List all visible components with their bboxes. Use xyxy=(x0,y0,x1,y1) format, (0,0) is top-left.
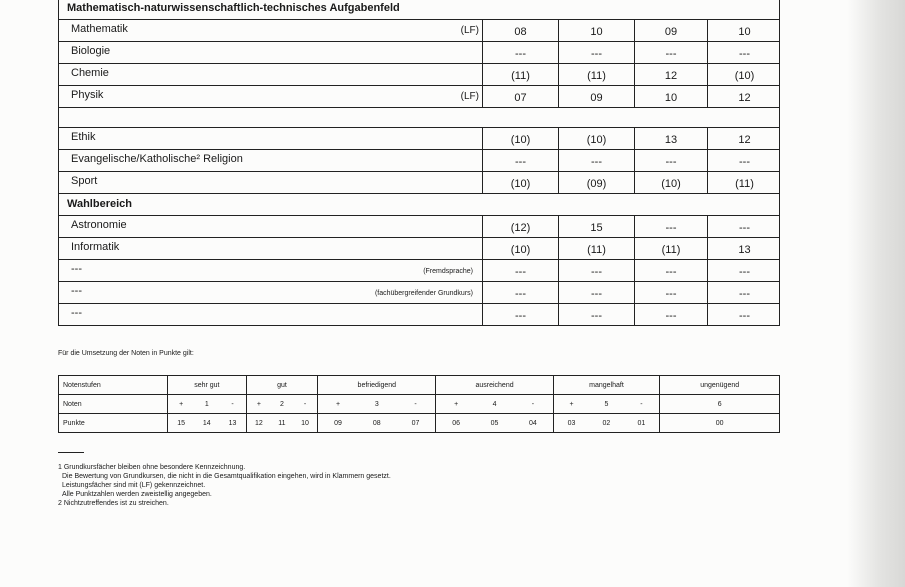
noten-cell: 6 xyxy=(660,395,780,414)
subject-name: Mathematik xyxy=(71,23,128,35)
grade-cell: (10) xyxy=(707,64,781,85)
subject-note: (fachübergreifender Grundkurs) xyxy=(374,290,473,297)
grade-cell: (09) xyxy=(558,172,634,193)
grade-cell: (10) xyxy=(558,128,634,149)
footnotes xyxy=(58,463,391,508)
grade-cell: (11) xyxy=(707,172,781,193)
noten-cell: + xyxy=(318,395,358,414)
grade-cell: --- xyxy=(482,282,558,303)
subject-name: Informatik xyxy=(71,241,120,253)
conversion-title: Für die Umsetzung der Noten in Punkte gilt: xyxy=(58,350,194,357)
spacer-row xyxy=(58,108,780,128)
grade-cell: 13 xyxy=(634,128,707,149)
subject-name: Physik xyxy=(71,89,104,101)
conversion-header-row xyxy=(59,376,780,395)
subject-row xyxy=(58,128,780,150)
punkte-cell: 08 xyxy=(358,414,396,433)
grade-cell: --- xyxy=(558,150,634,171)
subject-row xyxy=(58,42,780,64)
noten-cell: + xyxy=(246,395,271,414)
subject-row xyxy=(58,64,780,86)
grade-cell: --- xyxy=(482,150,558,171)
grade-cell: --- xyxy=(707,150,781,171)
punkte-cell: 02 xyxy=(589,414,623,433)
subject-name: Sport xyxy=(71,175,98,187)
grade-cell: (11) xyxy=(558,64,634,85)
punkte-label: Punkte xyxy=(59,414,168,433)
subject-name: Ethik xyxy=(71,131,96,143)
grade-cell: --- xyxy=(634,304,707,325)
grade-cell: 08 xyxy=(482,20,558,41)
footnote-1-line-3: Leistungsfächer sind mit (LF) gekennzeichnet. xyxy=(62,482,206,489)
grade-cell: 12 xyxy=(634,64,707,85)
subject-row xyxy=(58,260,780,282)
level-ungenuegend: ungenügend xyxy=(660,376,780,395)
noten-cell: - xyxy=(219,395,246,414)
noten-row xyxy=(59,395,780,414)
subject-name: Evangelische/Katholische² Religion xyxy=(71,153,243,165)
punkte-cell: 00 xyxy=(660,414,780,433)
punkte-cell: 09 xyxy=(318,414,358,433)
punkte-cell: 15 xyxy=(168,414,195,433)
footnote-1-line-4: Alle Punktzahlen werden zweistellig angegeben. xyxy=(62,491,212,498)
punkte-cell: 12 xyxy=(246,414,271,433)
subject-row xyxy=(58,304,780,326)
grade-cell: --- xyxy=(707,304,781,325)
punkte-cell: 14 xyxy=(194,414,219,433)
subject-name: Chemie xyxy=(71,67,109,79)
noten-cell: - xyxy=(293,395,318,414)
grade-cell: 12 xyxy=(707,86,781,107)
grade-cell: --- xyxy=(634,282,707,303)
grade-cell: 13 xyxy=(707,238,781,259)
subject-name: --- xyxy=(71,307,82,319)
grade-cell: (11) xyxy=(558,238,634,259)
grade-cell: (10) xyxy=(482,238,558,259)
footnote-2: 2 Nichtzutreffendes ist zu streichen. xyxy=(58,500,169,507)
noten-cell: + xyxy=(436,395,476,414)
subject-row xyxy=(58,216,780,238)
punkte-cell: 05 xyxy=(476,414,513,433)
grade-cell: --- xyxy=(558,304,634,325)
notenstufen-label: Notenstufen xyxy=(59,376,168,395)
subject-name: --- xyxy=(71,285,82,297)
level-sehr-gut: sehr gut xyxy=(168,376,247,395)
punkte-cell: 13 xyxy=(219,414,246,433)
section-label: Mathematisch-naturwissenschaftlich-technisches Aufgabenfeld xyxy=(67,2,400,14)
grade-cell: (10) xyxy=(482,128,558,149)
punkte-cell: 10 xyxy=(293,414,318,433)
section-header xyxy=(58,194,780,216)
grade-cell: (10) xyxy=(634,172,707,193)
level-ausreichend: ausreichend xyxy=(436,376,553,395)
grade-cell: 15 xyxy=(558,216,634,237)
conversion-table xyxy=(58,375,780,433)
punkte-cell: 03 xyxy=(553,414,589,433)
grade-cell: --- xyxy=(482,42,558,63)
subject-row xyxy=(58,238,780,260)
noten-cell: + xyxy=(168,395,195,414)
footnote-1: 1 Grundkursfächer bleiben ohne besondere Kennzeichnung. xyxy=(58,464,246,471)
grade-cell: --- xyxy=(707,42,781,63)
grade-cell: 10 xyxy=(707,20,781,41)
grade-cell: --- xyxy=(634,150,707,171)
level-befriedigend: befriedigend xyxy=(318,376,436,395)
grade-cell: (11) xyxy=(482,64,558,85)
grade-cell: (11) xyxy=(634,238,707,259)
subject-row xyxy=(58,172,780,194)
grade-cell: --- xyxy=(558,260,634,281)
noten-label: Noten xyxy=(59,395,168,414)
subject-note: (Fremdsprache) xyxy=(423,268,473,275)
noten-cell: 2 xyxy=(271,395,293,414)
footnote-1-line-2: Die Bewertung von Grundkursen, die nicht in die Gesamtqualifikation eingehen, wird in Klammern gesetzt. xyxy=(62,473,391,480)
grade-cell: --- xyxy=(707,282,781,303)
grade-cell: 10 xyxy=(558,20,634,41)
grade-cell: 07 xyxy=(482,86,558,107)
noten-cell: - xyxy=(513,395,553,414)
section-header xyxy=(58,0,780,20)
grade-cell: --- xyxy=(634,260,707,281)
grade-cell: --- xyxy=(558,282,634,303)
subject-row xyxy=(58,86,780,108)
noten-cell: - xyxy=(623,395,659,414)
subject-name: --- xyxy=(71,263,82,275)
noten-cell: 4 xyxy=(476,395,513,414)
level-mangelhaft: mangelhaft xyxy=(553,376,660,395)
subject-row xyxy=(58,150,780,172)
punkte-cell: 04 xyxy=(513,414,553,433)
noten-cell: 3 xyxy=(358,395,396,414)
level-gut: gut xyxy=(246,376,317,395)
punkte-row xyxy=(59,414,780,433)
grade-cell: --- xyxy=(707,216,781,237)
grade-cell: --- xyxy=(707,260,781,281)
section-label: Wahlbereich xyxy=(67,198,132,210)
noten-cell: + xyxy=(553,395,589,414)
leistungsfach-marker: (LF) xyxy=(460,25,479,36)
page-edge-shadow xyxy=(847,0,905,587)
subject-row xyxy=(58,282,780,304)
grade-cell: --- xyxy=(482,304,558,325)
punkte-cell: 06 xyxy=(436,414,476,433)
leistungsfach-marker: (LF) xyxy=(460,91,479,102)
grade-cell: (12) xyxy=(482,216,558,237)
subject-name: Astronomie xyxy=(71,219,127,231)
grade-cell: 10 xyxy=(634,86,707,107)
noten-cell: - xyxy=(396,395,436,414)
grade-cell: --- xyxy=(482,260,558,281)
grade-cell: 09 xyxy=(634,20,707,41)
grade-cell: 09 xyxy=(558,86,634,107)
grade-cell: --- xyxy=(634,216,707,237)
grade-cell: (10) xyxy=(482,172,558,193)
grade-cell: 12 xyxy=(707,128,781,149)
punkte-cell: 07 xyxy=(396,414,436,433)
footnote-rule xyxy=(58,452,84,453)
subject-row xyxy=(58,20,780,42)
grade-table xyxy=(58,0,780,326)
grade-cell: --- xyxy=(558,42,634,63)
punkte-cell: 11 xyxy=(271,414,293,433)
grade-cell: --- xyxy=(634,42,707,63)
subject-name: Biologie xyxy=(71,45,111,57)
noten-cell: 5 xyxy=(589,395,623,414)
noten-cell: 1 xyxy=(194,395,219,414)
punkte-cell: 01 xyxy=(623,414,659,433)
